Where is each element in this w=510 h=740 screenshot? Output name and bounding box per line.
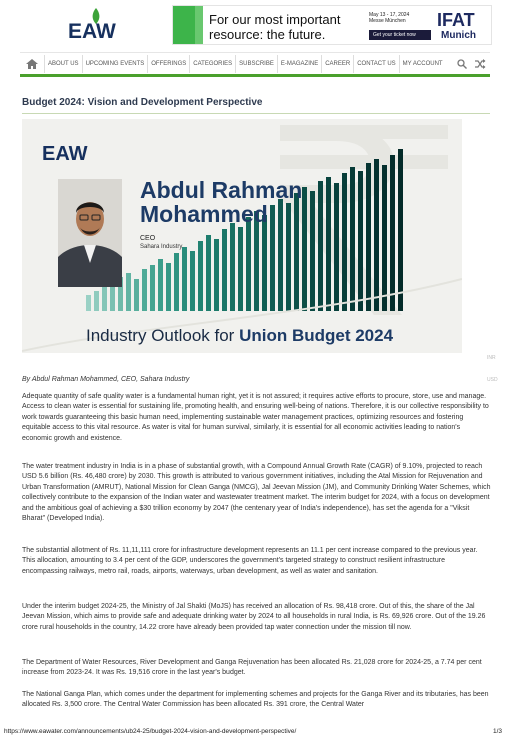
article-paragraph-4: Under the interim budget 2024-25, the Ministry of Jal Shakti (MoJS) has received an allocation of Rs. 98,418 crore. Out of this, the share of the Jal Jeevan Mission, which aims to provide safe and adequate drinking water by 2024 to all households in rural India, is Rs. 69,926 crore. Out of the 19.26 crore rural households in the country, 14.22 crore have already been provided tap water connection under the mission till now. xyxy=(22,603,486,631)
site-logo[interactable] xyxy=(68,8,120,42)
hero-logo-text: EAW xyxy=(42,143,88,165)
site-header xyxy=(0,0,510,52)
article-paragraph-3: The substantial allotment of Rs. 11,11,111 crore for infrastructure development represents an 11.1 per cent increase compared to the previous year. This allocation, amounting to 3.4 per cent of the GDP, underscores the government's targeted strategy to construct resilient infrastructure encompassing railways, metro rail, roads, airports, waterways, urban development, as well as water and sanitation. xyxy=(22,547,478,575)
nav-item-upcoming-events[interactable]: UPCOMING EVENTS xyxy=(82,55,148,73)
article-paragraph-6: The National Ganga Plan, which comes under the department for implementing schemes and projects for the Ganga River and its tributaries, has been allocated Rs. 3,500 crore. The Central Water Commission has been allocated Rs. 391 crore, the Central Water xyxy=(22,691,489,709)
hero-caption-bold: Union Budget 2024 xyxy=(239,326,394,345)
search-icon[interactable] xyxy=(457,59,467,69)
ad-date-text: May 13 - 17, 2024 xyxy=(369,12,410,18)
nav-item-about-us[interactable]: ABOUT US xyxy=(44,55,82,73)
shuffle-icon[interactable] xyxy=(475,59,486,69)
author-name-line1: Abdul Rahman xyxy=(140,177,303,203)
article-byline: By Abdul Rahman Mohammed, CEO, Sahara Industry xyxy=(22,376,190,383)
ad-brand xyxy=(437,10,491,44)
nav-item-subscribe[interactable]: SUBSCRIBE xyxy=(235,55,277,73)
title-divider xyxy=(22,113,490,114)
hero-caption-prefix: Industry Outlook for xyxy=(86,326,240,345)
main-nav xyxy=(20,54,490,74)
ad-brand-city: Munich xyxy=(441,30,476,41)
author-name-line2: Mohammed xyxy=(140,201,268,227)
ad-stripe-accent xyxy=(195,6,203,45)
article-paragraph-5: The Department of Water Resources, River Development and Ganga Rejuvenation has been allocated Rs. 21,028 crore for 2024-25, a 7.74 per cent increase from 2023-24. It was Rs. 19,516 crore in the last year's budget. xyxy=(22,659,482,677)
nav-item-contact-us[interactable]: CONTACT US xyxy=(353,55,398,73)
hero-image xyxy=(22,119,462,353)
author-photo xyxy=(58,179,122,287)
nav-accent-bar xyxy=(20,74,490,77)
hero-caption xyxy=(86,326,393,346)
ad-dates xyxy=(369,12,429,24)
nav-item-categories[interactable]: CATEGORIES xyxy=(189,55,235,73)
nav-item-e-magazine[interactable]: E-MAGAZINE xyxy=(277,55,321,73)
nav-tools xyxy=(457,59,490,69)
author-role: CEO xyxy=(140,235,156,242)
nav-item-career[interactable]: CAREER xyxy=(321,55,353,73)
currency-label-usd: USD xyxy=(487,377,498,383)
ad-headline-line1: For our most important xyxy=(209,12,341,27)
page-number: 1/3 xyxy=(492,728,502,735)
ad-venue-text: Messe München xyxy=(369,18,406,24)
logo-text: EAW xyxy=(68,20,116,43)
author-company: Sahara Industry xyxy=(140,244,183,250)
article-title: Budget 2024: Vision and Development Perspective xyxy=(22,97,263,108)
currency-label-inr: INR xyxy=(487,355,496,361)
page-url: https://www.eawater.com/announcements/ub24-25/budget-2024-vision-and-development-perspective/ xyxy=(4,728,297,735)
ifat-advert-banner[interactable] xyxy=(172,5,492,45)
nav-top-divider xyxy=(20,52,490,53)
article-paragraph-2: The water treatment industry in India is in a phase of substantial growth, with a Compound Annual Growth Rate (CAGR) of 9.10%, projected to reach USD 5.6 billion (Rs. 46,480 crore) by 2030. This growth is attributed to various government initiatives, including the Atal Mission for Rejuvenation and Urban Transformation (AMRUT), National Mission for Clean Ganga (NMCG), Jal Jeevan Mission (JM), and Community Drinking Water Schemes, which collectively contribute to the expansion of the Indian water and wastewater treatment market. The interim budget for 2024, with a focus on development and the ambitious goal of achieving a $30 trillion economy by 2047 (the centenary year of India's independence), has set the agenda for a "Viksit Bharat" (Developed India). xyxy=(22,463,491,523)
article-paragraph-1: Adequate quantity of safe quality water is a fundamental human right, yet it is not assured; it requires active efforts to procure, store, use and manage. Access to clean water is essential for sustaining life, promoting health, and ensuring well-being of nations. Therefore, it is our collective responsibility to work towards guaranteeing this basic human need, implementing sustainable water management practices, optimizing resources and fostering equitable access to this vital resource. As water is vital for human survival, similarly, it is essential for all economic activities leading to nation's economic growth and existence. xyxy=(22,393,489,442)
nav-item-offerings[interactable]: OFFERINGS xyxy=(147,55,189,73)
nav-item-my-account[interactable]: MY ACCOUNT xyxy=(399,55,446,73)
home-icon[interactable] xyxy=(20,55,44,73)
ad-headline-line2: resource: the future. xyxy=(209,27,326,42)
ad-ticket-button[interactable]: Get your ticket now xyxy=(369,30,431,40)
ad-brand-name: IFAT xyxy=(437,10,475,30)
